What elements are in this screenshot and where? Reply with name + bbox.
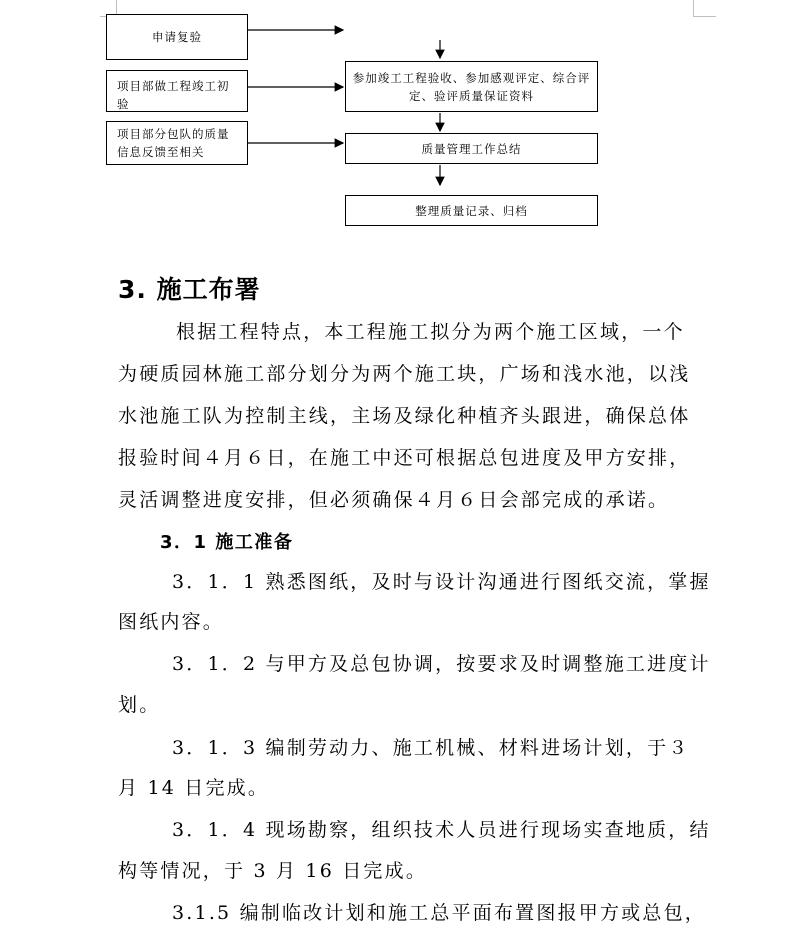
item-2-line-1: 3．1．2 与甲方及总包协调，按要求及时调整施工进度计	[172, 653, 711, 675]
flow-box-quality-feedback: 项目部分包队的质量信息反馈至相关	[106, 121, 248, 165]
item-4-line-1: 3．1．4 现场勘察，组织技术人员进行现场实查地质，结	[172, 819, 711, 841]
intro-line-3: 水池施工队为控制主线，主场及绿化种植齐头跟进，确保总体	[118, 405, 691, 427]
intro-line-5: 灵活调整进度安排，但必须确保４月６日会部完成的承诺。	[118, 489, 670, 511]
subsection-heading: 3．1 施工准备	[160, 532, 294, 553]
item-4-line-2: 构等情况，于 3 月 16 日完成。	[118, 860, 428, 882]
item-5-line-1: 3.1.5 编制临改计划和施工总平面布置图报甲方或总包，	[172, 902, 706, 924]
flow-box-quality-summary: 质量管理工作总结	[345, 133, 598, 164]
flow-box-archive: 整理质量记录、归档	[345, 195, 598, 226]
intro-line-1: 根据工程特点，本工程施工拟分为两个施工区域，一个	[176, 321, 685, 343]
item-2-line-2: 划。	[118, 694, 161, 716]
flow-box-initial-check: 项目部做工程竣工初验	[106, 70, 248, 112]
intro-line-2: 为硬质园林施工部分划分为两个施工块，广场和浅水池，以浅	[118, 363, 691, 385]
item-1-line-2: 图纸内容。	[118, 611, 225, 633]
item-3-line-2: 月 14 日完成。	[118, 777, 270, 799]
item-1-line-1: 3．1．1 熟悉图纸，及时与设计沟通进行图纸交流，掌握	[172, 571, 711, 593]
section-heading: 3. 施工布署	[118, 275, 261, 304]
flow-box-apply-recheck: 申请复验	[106, 14, 248, 60]
flow-box-acceptance: 参加竣工工程验收、参加感观评定、综合评定、验评质量保证资料	[345, 61, 598, 112]
item-3-line-1: 3．1．3 编制劳动力、施工机械、材料进场计划，于３	[172, 737, 690, 759]
intro-line-4: 报验时间４月６日，在施工中还可根据总包进度及甲方安排，	[118, 447, 691, 469]
